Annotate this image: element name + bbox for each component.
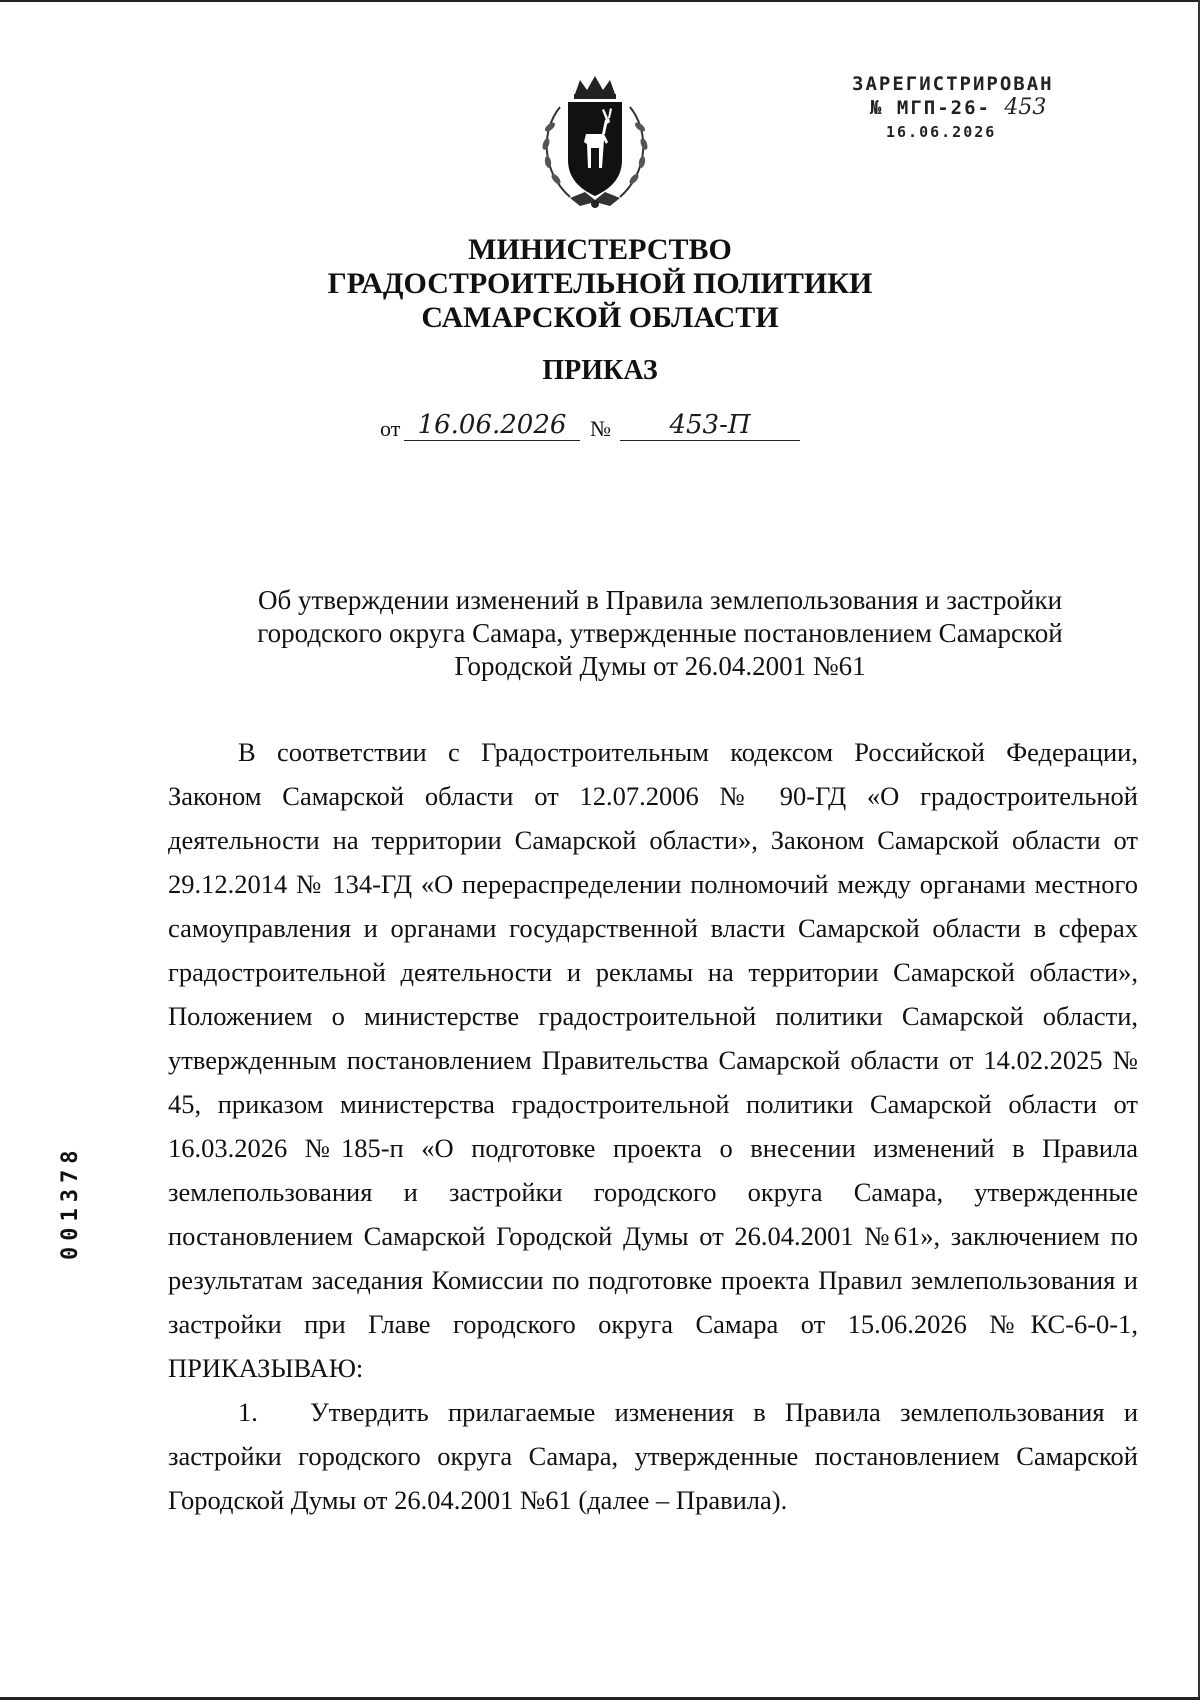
stamp-number-handwritten: 453 — [1004, 95, 1047, 120]
subject-line-2: городского округа Самара, утвержденные постановлением Самарской — [257, 618, 1063, 648]
order-item-text: Утвердить прилагаемые изменения в Правила землепользования и застройки городского округа Самара, утвержденные постановлением Самарской Городской Думы от 26.04.2001 №61 (далее – Правила). — [168, 1397, 1138, 1515]
order-date-number-line — [380, 410, 820, 446]
number-label: № — [590, 416, 611, 441]
order-date-handwritten: 16.06.2026 — [404, 410, 580, 441]
ministry-line-2: ГРАДОСТРОИТЕЛЬНОЙ ПОЛИТИКИ — [327, 267, 873, 300]
scan-edge-top — [0, 0, 1200, 2]
ministry-line-3: САМАРСКОЙ ОБЛАСТИ — [421, 301, 779, 334]
date-label: от — [380, 416, 401, 441]
registration-stamp — [852, 72, 1112, 144]
order-subject — [220, 584, 1100, 683]
subject-line-3: Городской Думы от 26.04.2001 №61 — [454, 651, 866, 681]
ministry-line-1: МИНИСТЕРСТВО — [468, 233, 732, 266]
ministry-name — [0, 233, 1200, 335]
stamp-line-registered: ЗАРЕГИСТРИРОВАН — [852, 73, 1054, 95]
order-item-number: 1. — [238, 1397, 258, 1427]
stamp-line-number — [870, 96, 1112, 120]
order-number-handwritten: 453-П — [620, 410, 800, 441]
order-body — [168, 730, 1138, 1522]
preamble-paragraph: В соответствии с Градостроительным кодексом Российской Федерации, Законом Самарской области от 12.07.2006 № 90-ГД «О градостроительной деятельности на территории Самарской области», Законом Самарской области от 29.12.2014 № 134-ГД «О перераспределении полномочий между органами местного самоуправления и органами государственной власти Самарской области в сферах градостроительной деятельности и рекламы на территории Самарской области», Положением о министерстве градостроительной политики Самарской области, утвержденным постановлением Правительства Самарской области от 14.02.2025 № 45, приказом министерства градостроительной политики Самарской области от 16.03.2026 №185-п «О подготовке проекта о внесении изменений в Правила землепользования и застройки городского округа Самара, утвержденные постановлением Самарской Городской Думы от 26.04.2001 №61», заключением по результатам заседания Комиссии по подготовке проекта Правил землепользования и застройки при Главе городского округа Самара от 15.06.2026 №КС-6-0-1, ПРИКАЗЫВАЮ: — [168, 737, 1138, 1383]
subject-line-1: Об утверждении изменений в Правила землепользования и застройки — [257, 585, 1063, 615]
coat-of-arms-icon — [530, 72, 660, 214]
stamp-number-prefix: № МГП-26- — [870, 97, 991, 119]
side-serial-number: 001378 — [58, 1144, 83, 1260]
stamp-line-date: 16.06.2026 — [886, 123, 997, 141]
order-title: ПРИКАЗ — [542, 355, 658, 386]
order-item-paragraph — [168, 1390, 1138, 1522]
